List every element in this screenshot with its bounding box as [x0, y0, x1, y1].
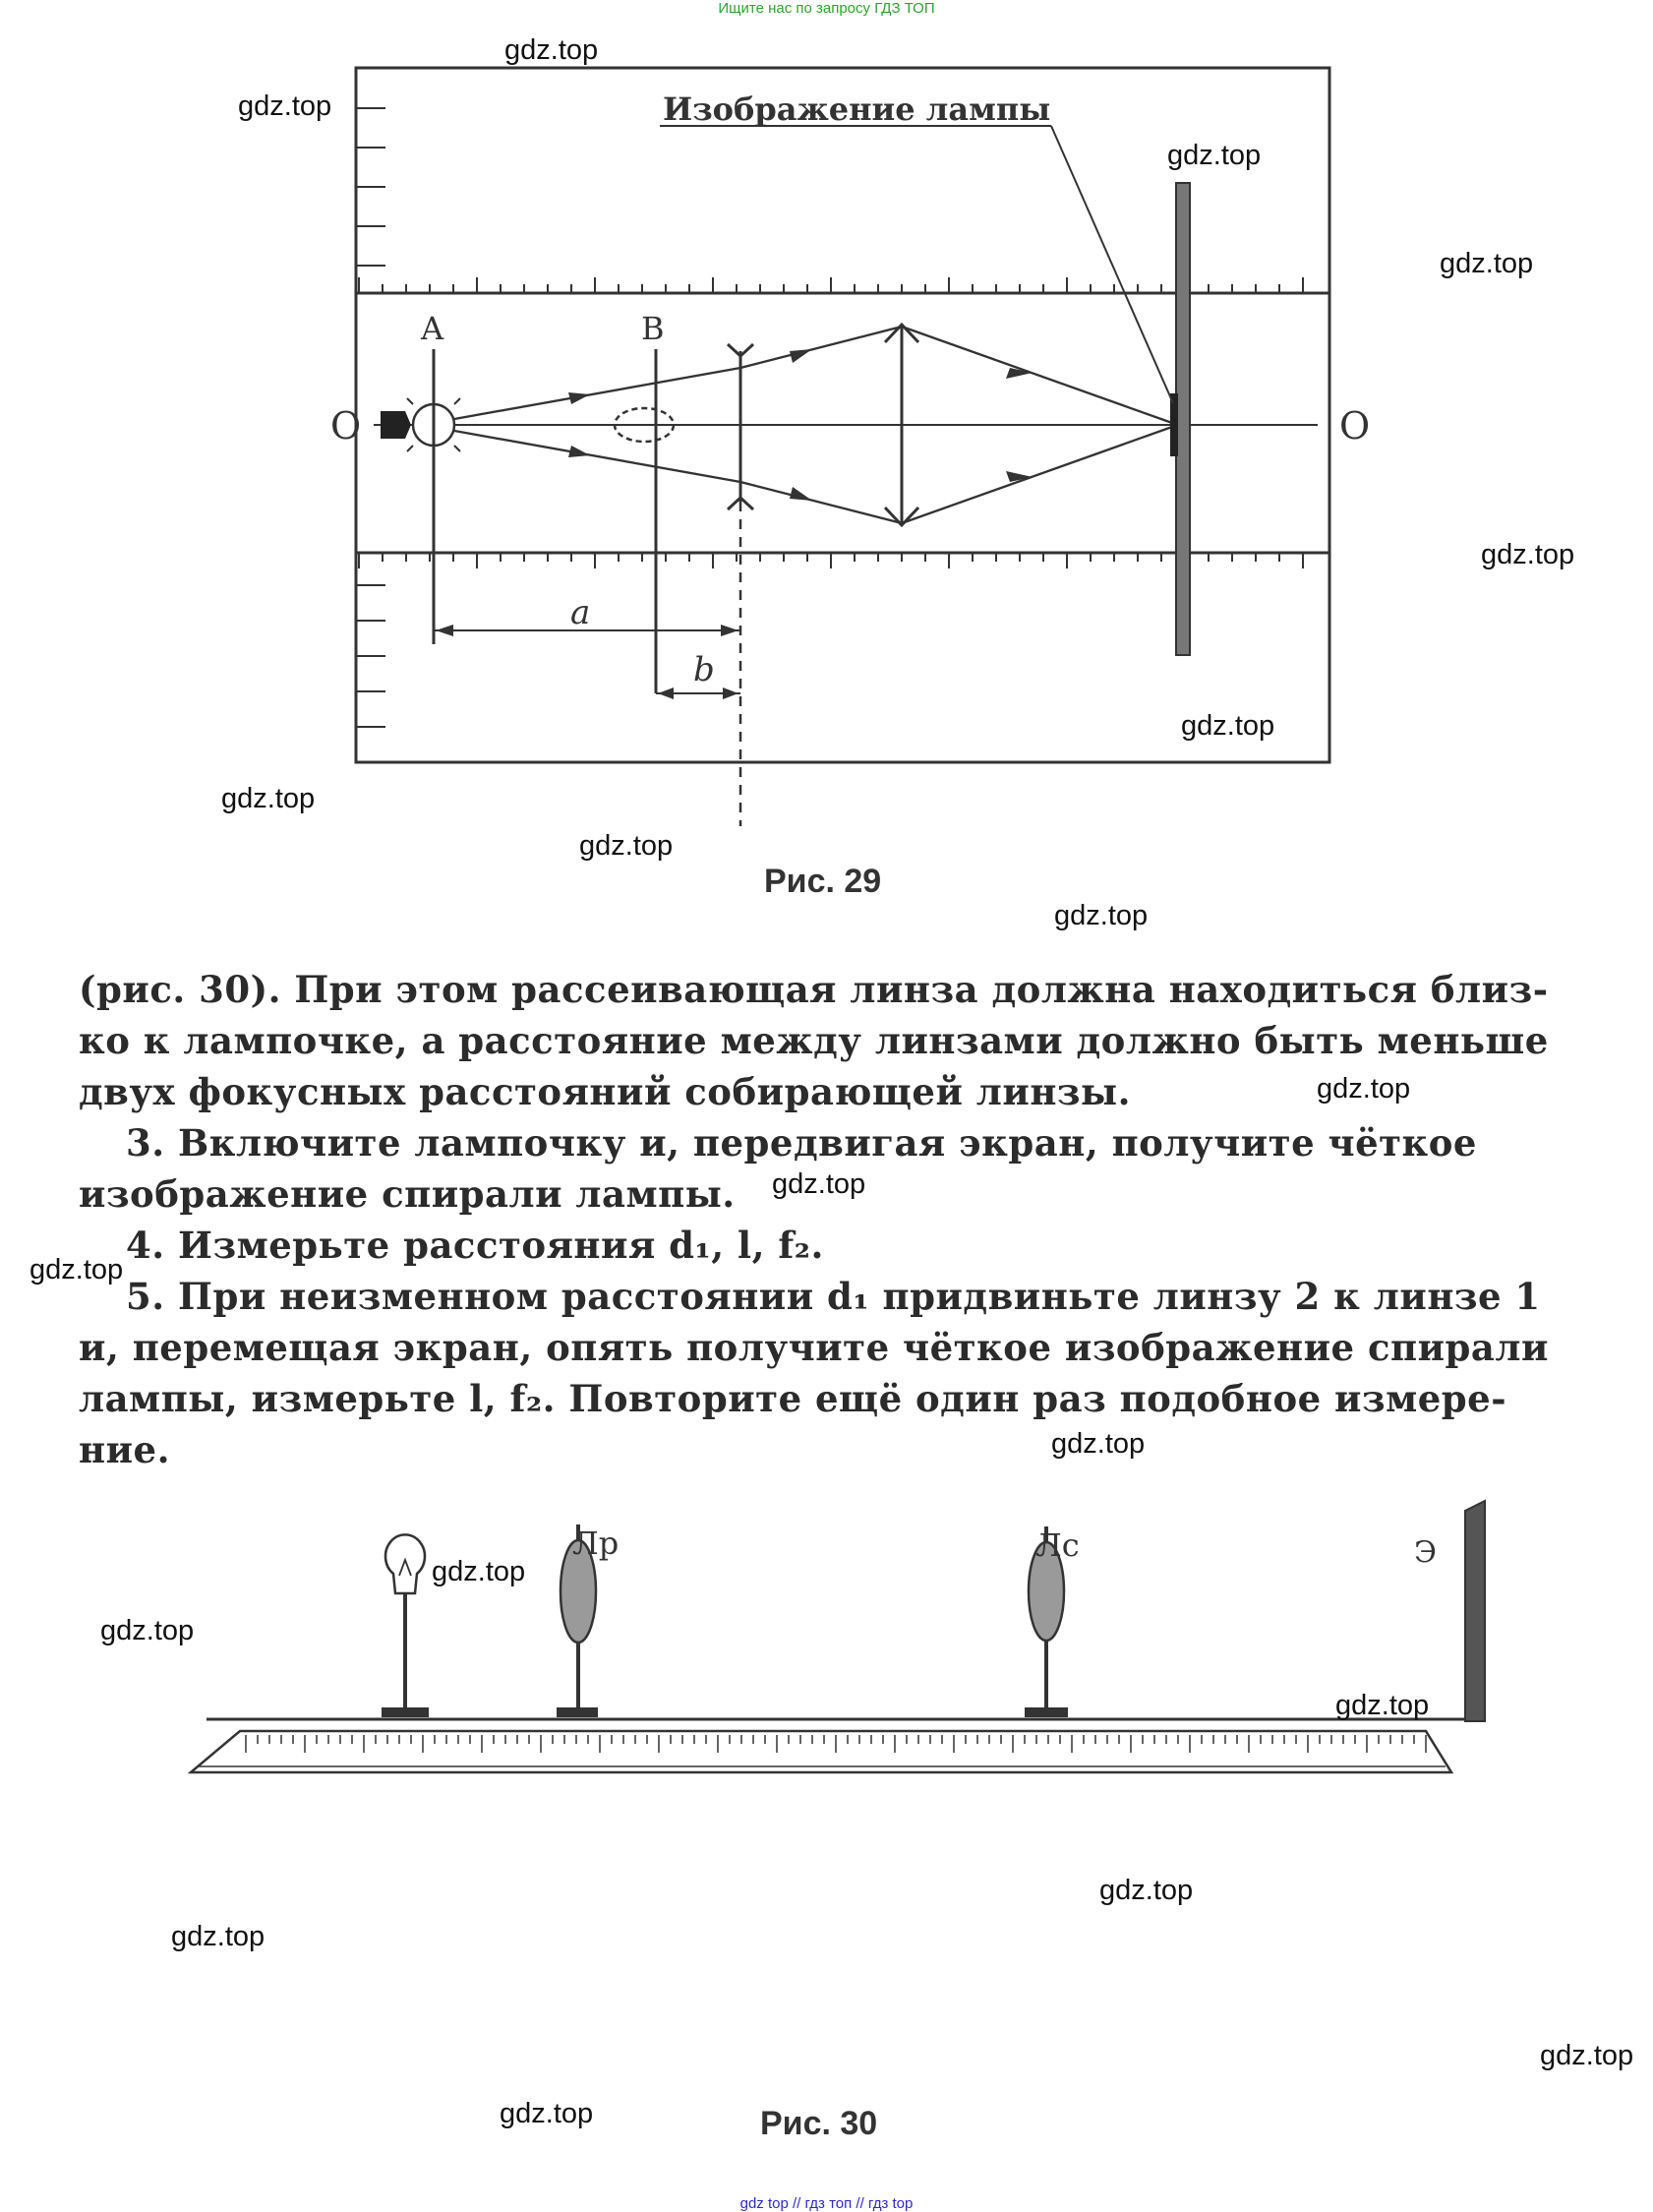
watermark: gdz.top — [1540, 2040, 1634, 2071]
watermark: gdz.top — [579, 830, 674, 862]
text-line: 3. Включите лампочку и, передвигая экран, получите чёткое — [126, 1121, 1477, 1165]
step-4 — [79, 1220, 1603, 1271]
figure-29-caption: Рис. 29 — [764, 863, 882, 900]
figure-29-diagram — [0, 0, 1653, 905]
label-b: b — [693, 650, 715, 689]
lens-lr-label: Лр — [572, 1524, 620, 1562]
watermark: gdz.top — [504, 34, 599, 66]
text-line: двух фокусных расстояний собирающей линзы. — [79, 1070, 1131, 1113]
watermark: gdz.top — [772, 1168, 866, 1200]
text-line: ние. — [79, 1428, 170, 1471]
watermark: gdz.top — [1481, 539, 1575, 570]
text-line: лампы, измерьте l, f₂. Повторите ещё один раз подобное измере- — [79, 1377, 1507, 1420]
text-line: ко к лампочке, а расстояние между линзами должно быть меньше — [79, 1019, 1549, 1062]
figure-30-diagram — [0, 1475, 1653, 2164]
axis-left-label: O — [330, 404, 362, 448]
axis-right-label: O — [1339, 404, 1371, 448]
watermark: gdz.top — [100, 1615, 195, 1646]
label-B: B — [641, 310, 665, 347]
watermark: gdz.top — [1440, 248, 1534, 279]
watermark: gdz.top — [1054, 900, 1149, 931]
label-a: a — [570, 593, 591, 632]
watermark: gdz.top — [171, 1921, 266, 1952]
screen — [1176, 183, 1190, 655]
text-line: (рис. 30). При этом рассеивающая линза должна находиться близ- — [79, 968, 1549, 1011]
site-footer-note: gdz top // гдз топ // гдз top — [739, 2195, 914, 2212]
step-5 — [79, 1271, 1603, 1475]
watermark: gdz.top — [238, 90, 332, 122]
watermark: gdz.top — [500, 2098, 594, 2129]
text-line: изображение спирали лампы. — [79, 1172, 736, 1216]
watermark: gdz.top — [1181, 710, 1275, 742]
lamp-icon — [382, 1534, 429, 1717]
watermark: gdz.top — [1317, 1073, 1411, 1105]
watermark: gdz.top — [432, 1556, 526, 1587]
screen — [1465, 1501, 1485, 1721]
watermark: gdz.top — [1099, 1875, 1194, 1906]
screen-label: Э — [1414, 1535, 1437, 1570]
label-A: A — [421, 310, 444, 347]
text-line: и, перемещая экран, опять получите чёткое изображение спирали — [79, 1326, 1549, 1369]
watermark: gdz.top — [1335, 1690, 1430, 1721]
watermark: gdz.top — [30, 1254, 124, 1285]
figure-30-caption: Рис. 30 — [760, 2105, 878, 2142]
watermark: gdz.top — [1167, 140, 1262, 171]
image-label: Изображение лампы — [663, 90, 1051, 128]
text-line: 4. Измерьте расстояния d₁, l, f₂. — [126, 1224, 824, 1267]
watermark: gdz.top — [1051, 1428, 1146, 1460]
text-line: 5. При неизменном расстоянии d₁ придвиньте линзу 2 к линзе 1 — [126, 1275, 1541, 1318]
watermark: gdz.top — [221, 783, 316, 814]
search-hint: Ищите нас по запросу ГДЗ ТОП — [718, 0, 935, 17]
lens-ls-label: Лс — [1035, 1526, 1080, 1564]
